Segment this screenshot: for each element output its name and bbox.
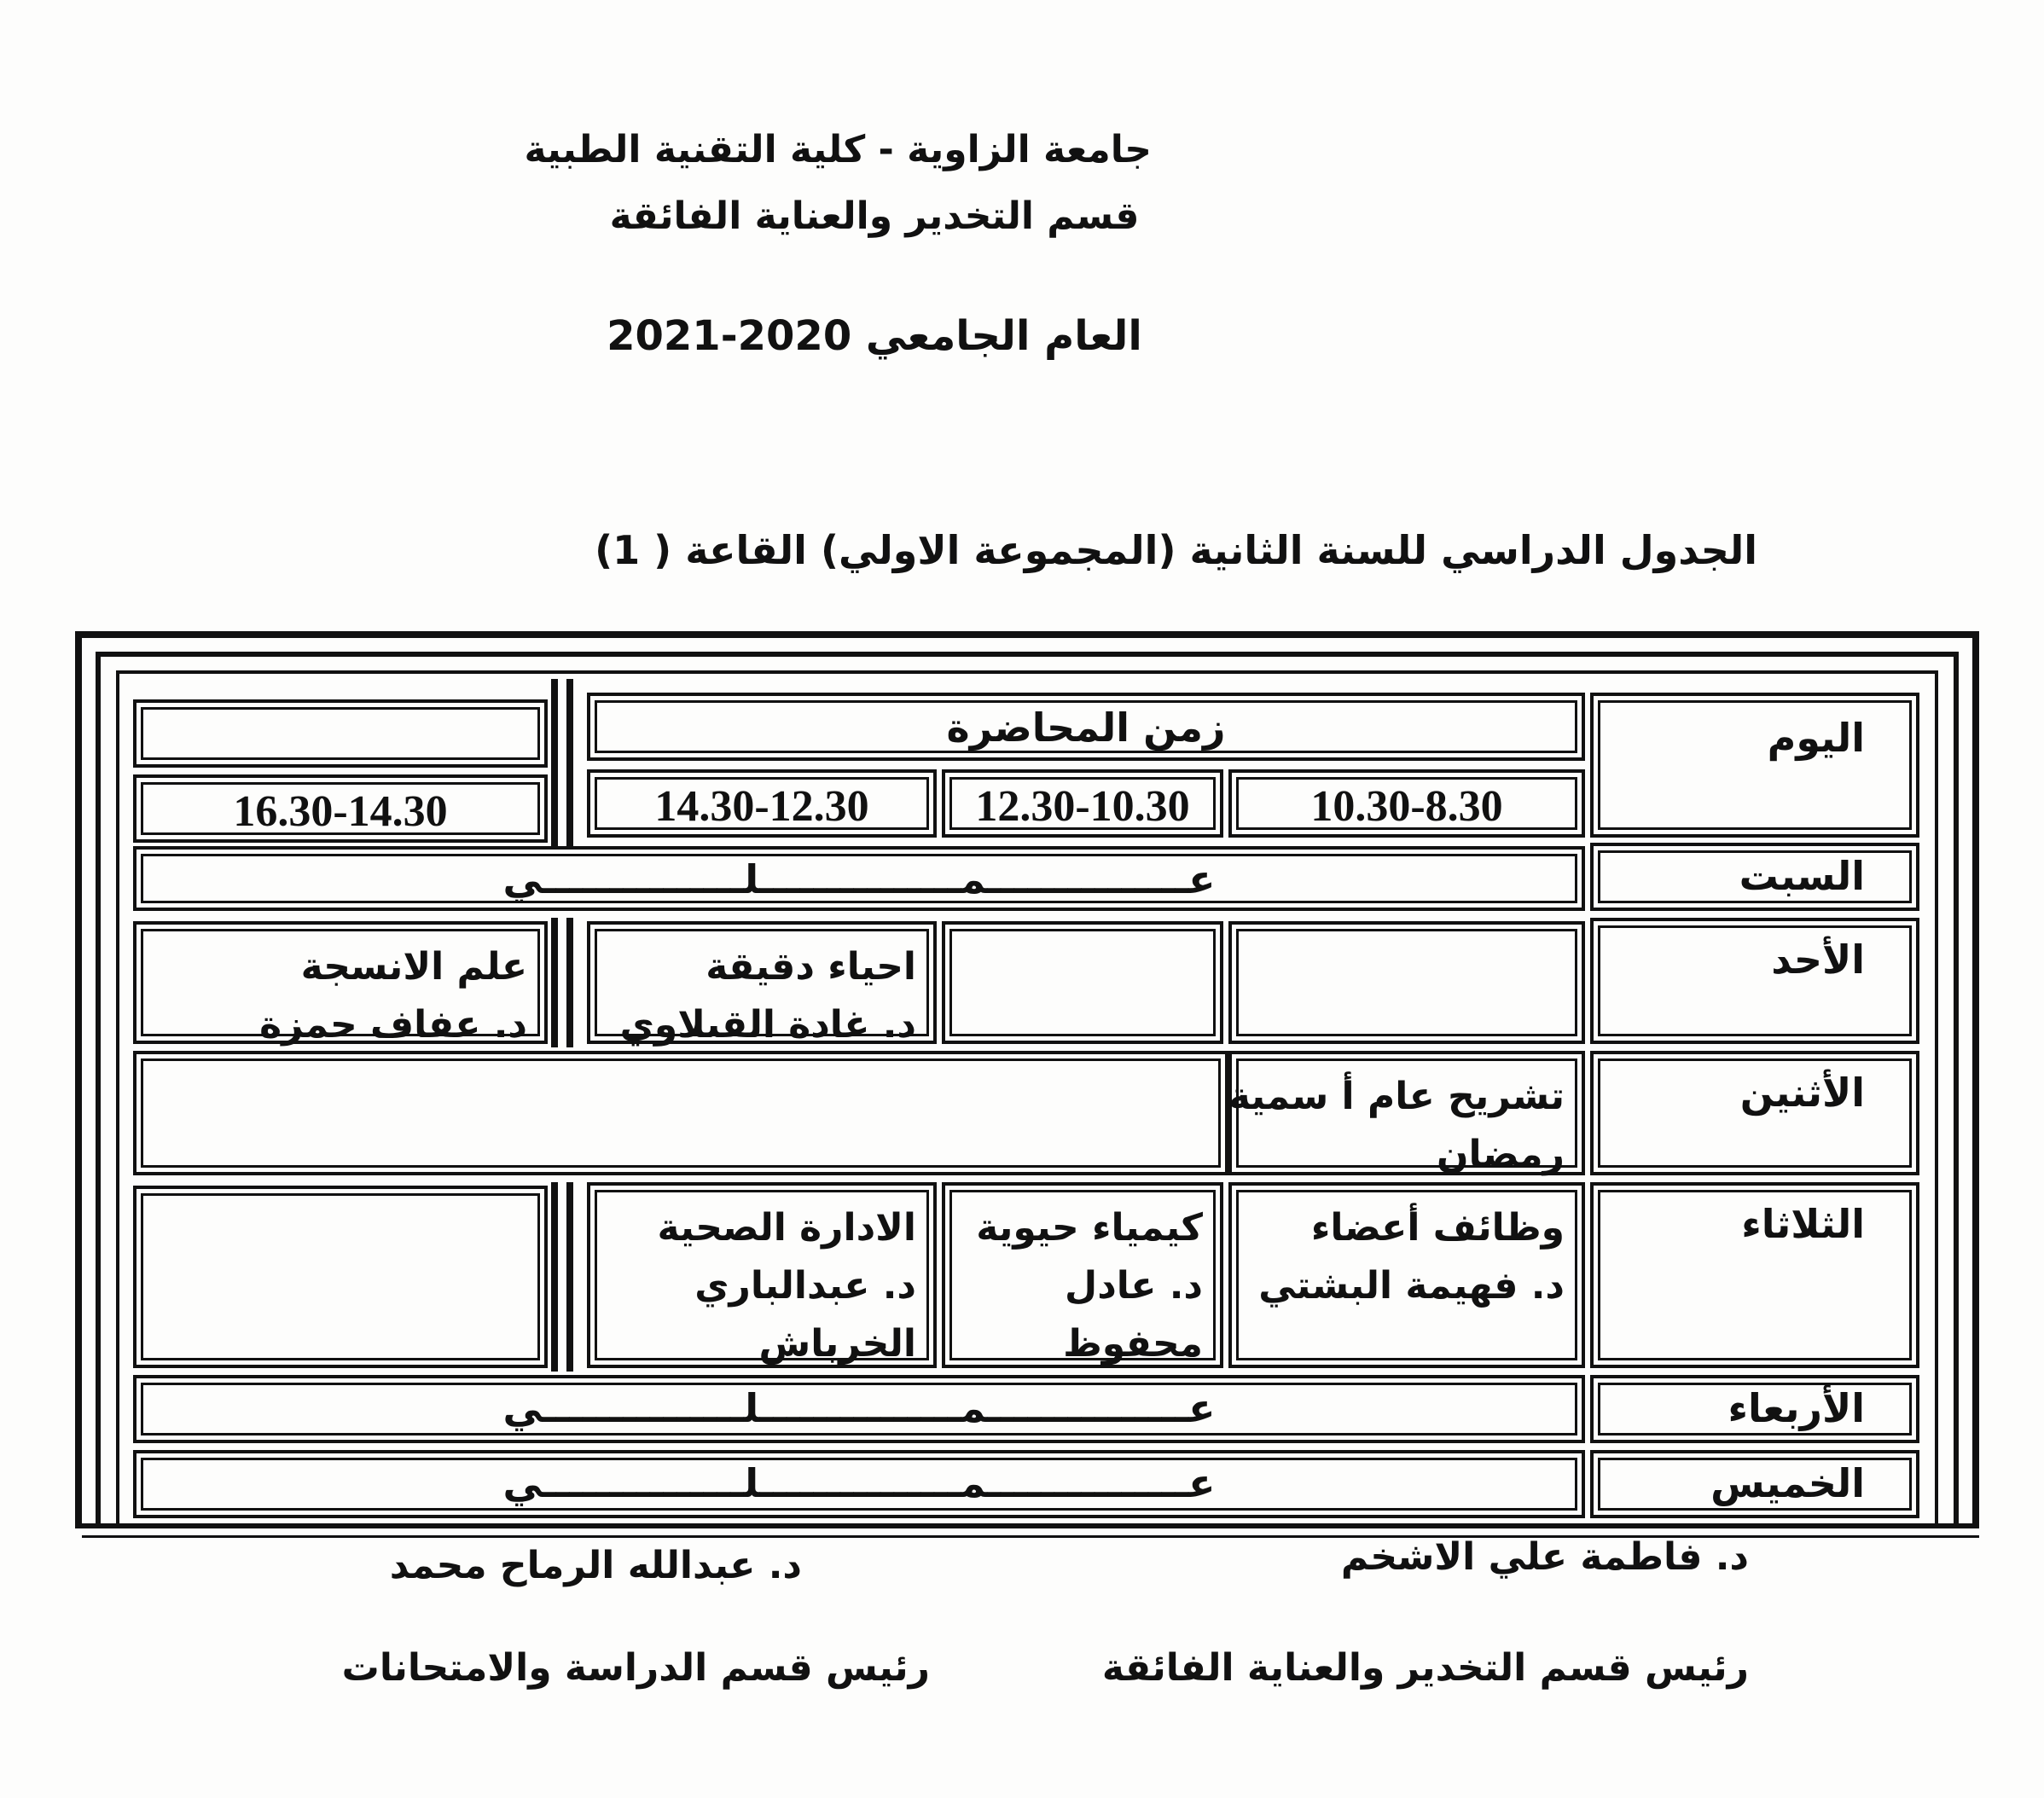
- column-separator: [566, 918, 573, 1047]
- signature-title-right: رئيس قسم التخدير والعناية الفائقة: [1101, 1646, 1749, 1690]
- column-separator: [551, 1182, 558, 1372]
- signature-title-left: رئيس قسم الدراسة والامتحانات: [341, 1646, 930, 1690]
- academic-year: العام الجامعي 2020-2021: [607, 312, 1142, 360]
- teacher-name: د. فهيمة البشتي: [1258, 1264, 1565, 1308]
- time-header: زمن المحاضرة: [587, 693, 1585, 761]
- teacher-name: محفوظ: [1063, 1322, 1203, 1366]
- sunday-slot-2: [942, 921, 1223, 1044]
- schedule-title: الجدول الدراسي للسنة الثانية (المجموعة الاولي) القاعة ( 1): [595, 527, 1757, 573]
- practical-saturday: عـــــــــــــــمـــــــــــــــلـــــــــــــــي: [133, 846, 1585, 911]
- column-separator: [551, 679, 558, 850]
- teacher-name: د. عادل: [1065, 1264, 1203, 1308]
- tuesday-slot-2: [942, 1182, 1223, 1368]
- tuesday-slot-4: [133, 1186, 548, 1368]
- column-separator: [551, 918, 558, 1047]
- row-day-wednesday: الأربعاء: [1590, 1375, 1919, 1443]
- sunday-slot-3: [587, 921, 937, 1047]
- university-title: جامعة الزاوية - كلية التقنية الطبية: [524, 128, 1152, 171]
- row-day-monday: الأثنين: [1590, 1051, 1919, 1175]
- empty-header-cell: [133, 699, 548, 768]
- course-name: احياء دقيقة: [706, 945, 916, 989]
- course-name: علم الانسجة: [300, 945, 527, 989]
- column-separator: [566, 679, 573, 850]
- slot-header-1: 10.30-8.30: [1228, 769, 1585, 838]
- slot-header-3: 14.30-12.30: [587, 769, 937, 838]
- course-name: تشريح عام أ سمية: [1228, 1075, 1565, 1118]
- tuesday-slot-1: [1228, 1182, 1585, 1368]
- slot-header-4: 16.30-14.30: [133, 774, 548, 843]
- slot-header-2: 12.30-10.30: [942, 769, 1223, 838]
- monday-slot-1: [1228, 1051, 1585, 1175]
- signature-name-right: د. فاطمة علي الاشخم: [1340, 1535, 1749, 1579]
- row-day-saturday: السبت: [1590, 843, 1919, 911]
- teacher-name: رمضان: [1436, 1133, 1565, 1176]
- teacher-name: د. عفاف حمزة: [259, 1003, 527, 1047]
- teacher-name: د. غادة القبلاوي: [619, 1003, 916, 1047]
- teacher-name: الخرباش: [758, 1322, 916, 1366]
- monday-empty-slots: [133, 1051, 1228, 1175]
- course-name: الادارة الصحية: [657, 1206, 916, 1250]
- practical-wednesday: عـــــــــــــــمـــــــــــــــلـــــــــــــــي: [133, 1375, 1585, 1443]
- teacher-name: د. عبدالباري: [694, 1264, 916, 1308]
- course-name: كيمياء حيوية: [976, 1206, 1203, 1250]
- department-title: قسم التخدير والعناية الفائقة: [609, 194, 1140, 238]
- row-day-tuesday: الثلاثاء: [1590, 1182, 1919, 1368]
- course-name: وظائف أعضاء: [1310, 1206, 1565, 1250]
- table-bottom-rule: [82, 1523, 1979, 1528]
- sunday-slot-1: [1228, 921, 1585, 1044]
- row-day-thursday: الخميس: [1590, 1450, 1919, 1518]
- practical-thursday: عـــــــــــــــمـــــــــــــــلـــــــــــــــي: [133, 1450, 1585, 1518]
- column-separator: [566, 1182, 573, 1372]
- row-day-sunday: الأحد: [1590, 918, 1919, 1044]
- sunday-slot-4: [133, 921, 548, 1047]
- day-header: اليوم: [1590, 693, 1919, 838]
- signature-name-left: د. عبدالله الرماح محمد: [389, 1544, 802, 1587]
- tuesday-slot-3: [587, 1182, 937, 1368]
